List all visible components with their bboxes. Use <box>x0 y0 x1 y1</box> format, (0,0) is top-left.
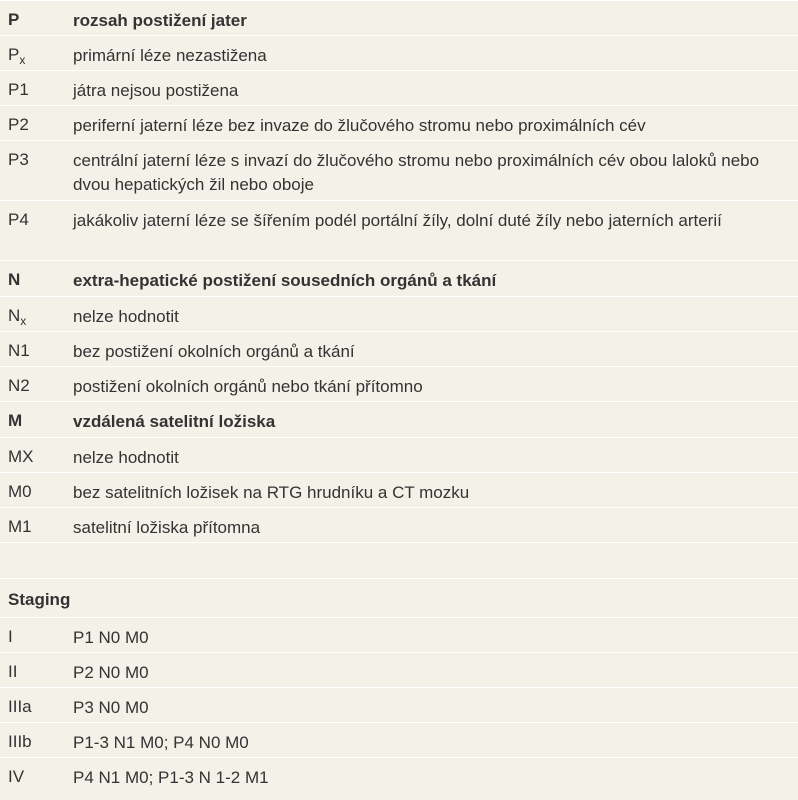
row-description: P4 N1 M0; P1-3 N 1-2 M1 <box>73 768 269 787</box>
row-description: postižení okolních orgánů nebo tkání přítomno <box>73 377 423 396</box>
code-subscript: x <box>20 314 27 328</box>
row-code: P1 <box>8 80 29 99</box>
table-row <box>0 508 798 543</box>
row-description: bez satelitních ložisek na RTG hrudníku a CT mozku <box>73 483 470 502</box>
row-description: centrální jaterní léze s invazí do žlučového stromu nebo proximálních cév obou laloků nebo dvou hepatických žil nebo oboje <box>73 151 760 194</box>
table-row <box>0 402 798 438</box>
row-code: M0 <box>8 482 32 501</box>
row-description: periferní jaterní léze bez invaze do žlučového stromu nebo proximálních cév <box>73 116 646 135</box>
row-code: P4 <box>8 210 29 229</box>
table-row <box>0 201 798 261</box>
row-code: MX <box>8 447 34 466</box>
row-description: rozsah postižení jater <box>73 11 247 30</box>
table-row <box>0 0 798 36</box>
table-row <box>0 653 798 688</box>
table-row <box>0 367 798 402</box>
row-description: primární léze nezastižena <box>73 46 267 65</box>
row-description: extra-hepatické postižení sousedních orgánů a tkání <box>73 271 497 290</box>
table-row <box>0 723 798 758</box>
row-code: P2 <box>8 115 29 134</box>
row-description: nelze hodnotit <box>73 307 179 326</box>
row-code: N1 <box>8 341 30 360</box>
table-row <box>0 141 798 201</box>
row-code: N2 <box>8 376 30 395</box>
row-description: játra nejsou postižena <box>73 81 239 100</box>
row-code: I <box>8 627 13 646</box>
row-code: II <box>8 662 18 681</box>
row-code: N <box>8 270 21 289</box>
row-code: IIIa <box>8 697 32 716</box>
table-row <box>0 36 798 71</box>
table-row <box>0 71 798 106</box>
row-description: jakákoliv jaterní léze se šířením podél portální žíly, dolní duté žíly nebo jaterních arterií <box>73 211 722 230</box>
table-row <box>0 261 798 297</box>
row-code: M1 <box>8 517 32 536</box>
row-code: P <box>8 10 20 29</box>
row-description: P1 N0 M0 <box>73 628 149 647</box>
staging-header-row <box>0 578 798 618</box>
row-description: satelitní ložiska přítomna <box>73 518 261 537</box>
table-row <box>0 688 798 723</box>
row-code: IV <box>8 767 25 786</box>
staging-title: Staging <box>8 590 71 609</box>
table-row <box>0 106 798 141</box>
table-row <box>0 473 798 508</box>
table-row <box>0 618 798 653</box>
row-description: nelze hodnotit <box>73 448 179 467</box>
row-code: $N_x$ <box>8 306 27 328</box>
row-code: $P_x$ <box>8 45 26 67</box>
table-row <box>0 438 798 473</box>
row-code: IIIb <box>8 732 32 751</box>
code-subscript: x <box>19 53 26 67</box>
row-code: M <box>8 411 23 430</box>
table-row <box>0 297 798 332</box>
row-code: P3 <box>8 150 29 169</box>
table-row <box>0 758 798 800</box>
row-description: bez postižení okolních orgánů a tkání <box>73 342 355 361</box>
row-description: P1-3 N1 M0; P4 N0 M0 <box>73 733 249 752</box>
empty-row <box>0 543 798 579</box>
row-description: vzdálená satelitní ložiska <box>73 412 276 431</box>
row-description: P2 N0 M0 <box>73 663 149 682</box>
row-description: P3 N0 M0 <box>73 698 149 717</box>
table-row <box>0 332 798 367</box>
